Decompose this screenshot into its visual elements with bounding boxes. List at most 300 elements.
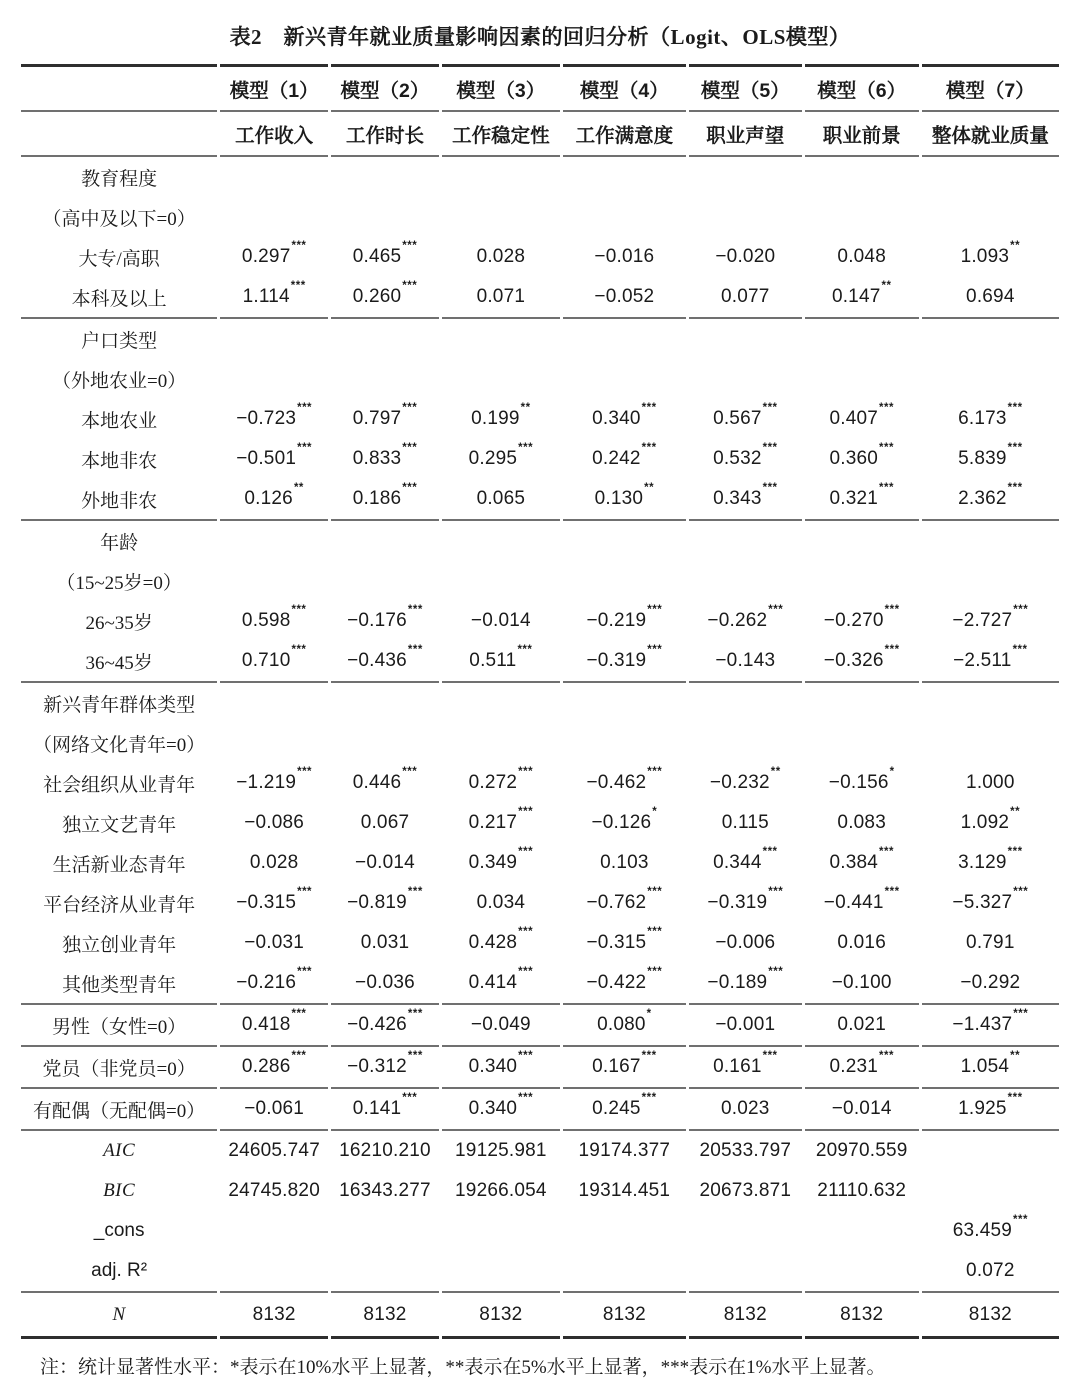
row-label: （15~25岁=0）: [56, 572, 182, 594]
significance-stars: ***: [518, 1049, 534, 1062]
significance-stars: ***: [1013, 1213, 1028, 1226]
coefficient-cell: [331, 319, 439, 359]
row-label: AIC: [103, 1140, 136, 1161]
coefficient-cell: −0.436***: [331, 641, 439, 683]
table-row: [21, 763, 1059, 803]
coefficient-cell: 0.833***: [352, 441, 418, 469]
coefficient-cell: [331, 157, 439, 197]
coefficient-cell: −0.020: [715, 246, 776, 267]
table-row: [21, 237, 1059, 277]
coefficient-cell: −0.036: [331, 963, 439, 1005]
coefficient-cell: 1.092**: [960, 805, 1021, 833]
coefficient-cell: 0.567***: [713, 401, 778, 429]
coefficient-cell: [922, 1131, 1059, 1171]
coefficient-cell: 8132: [331, 1293, 439, 1339]
coefficient-cell: [922, 723, 1059, 763]
significance-stars: *: [646, 1007, 652, 1020]
row-label: N: [21, 1293, 217, 1339]
row-label: 独立创业青年: [62, 934, 177, 956]
significance-stars: ***: [1007, 845, 1023, 858]
coefficient-cell: −0.270***: [823, 603, 900, 631]
coefficient-cell: [922, 197, 1059, 237]
coefficient-cell: [805, 197, 919, 237]
table-row: [21, 1047, 1059, 1089]
coefficient-cell: 0.242***: [592, 441, 657, 469]
significance-stars: ***: [1007, 1091, 1023, 1104]
coefficient-cell: 0.532***: [713, 441, 778, 469]
row-label: 生活新业态青年: [52, 854, 186, 876]
coefficient-cell: [220, 521, 328, 561]
table-row: [21, 683, 1059, 723]
coefficient-cell: −0.819***: [347, 885, 423, 913]
model-header: 模型（1）: [220, 64, 328, 112]
coefficient-cell: 0.321***: [805, 479, 919, 521]
coefficient-cell: 0.034: [476, 892, 526, 913]
coefficient-cell: −1.437***: [922, 1005, 1059, 1047]
coefficient-cell: 0.297***: [241, 239, 307, 267]
significance-stars: ***: [297, 401, 313, 414]
table-row: [21, 197, 1059, 237]
coefficient-cell: [922, 683, 1059, 723]
coefficient-cell: −0.126*: [591, 805, 658, 833]
coefficient-cell: [563, 157, 686, 197]
significance-stars: **: [644, 481, 655, 494]
significance-stars: *: [652, 805, 658, 818]
coefficient-cell: [805, 561, 919, 601]
measure-header: 职业前景: [805, 112, 919, 157]
table-row: [21, 319, 1059, 359]
coefficient-cell: 0.077: [689, 277, 802, 319]
row-label: 外地非农: [21, 479, 217, 521]
row-label: 其他类型青年: [21, 963, 217, 1005]
coefficient-cell: −0.014: [355, 852, 415, 873]
significance-stars: ***: [517, 643, 533, 656]
coefficient-cell: 0.511***: [442, 641, 560, 683]
coefficient-cell: 1.114***: [220, 277, 328, 319]
coefficient-cell: [442, 197, 560, 237]
coefficient-cell: −0.100: [805, 963, 919, 1005]
significance-stars: **: [881, 279, 892, 292]
coefficient-cell: 0.465***: [352, 239, 418, 267]
coefficient-cell: 0.023: [689, 1089, 802, 1131]
coefficient-cell: −0.312***: [331, 1047, 439, 1089]
significance-stars: ***: [518, 845, 534, 858]
significance-stars: ***: [762, 401, 778, 414]
coefficient-cell: 0.028: [476, 246, 526, 267]
table-row: [21, 1005, 1059, 1047]
significance-stars: **: [293, 481, 304, 494]
coefficient-cell: [442, 319, 560, 359]
table-row: [21, 561, 1059, 601]
coefficient-cell: 20673.871: [699, 1180, 792, 1201]
measure-header: 工作满意度: [563, 112, 686, 157]
significance-stars: ***: [884, 603, 900, 616]
coefficient-cell: 0.340***: [442, 1089, 560, 1131]
significance-stars: ***: [297, 965, 313, 978]
coefficient-cell: [442, 561, 560, 601]
row-label: 本科及以上: [21, 277, 217, 319]
coefficient-cell: 0.126**: [220, 479, 328, 521]
coefficient-cell: 0.344***: [713, 845, 778, 873]
coefficient-cell: 0.048: [837, 246, 886, 267]
coefficient-cell: −0.315***: [236, 885, 313, 913]
coefficient-cell: −0.049: [442, 1005, 560, 1047]
model-header: 模型（2）: [331, 64, 439, 112]
coefficient-cell: [220, 561, 328, 601]
significance-stars: ***: [647, 643, 663, 656]
significance-stars: **: [770, 765, 781, 778]
coefficient-cell: 0.360***: [829, 441, 894, 469]
coefficient-cell: [689, 683, 802, 723]
table-row: [21, 641, 1059, 683]
significance-stars: ***: [291, 1049, 307, 1062]
significance-stars: ***: [402, 441, 418, 454]
coefficient-cell: [805, 157, 919, 197]
coefficient-cell: 0.349***: [468, 845, 534, 873]
table-row: [21, 1089, 1059, 1131]
coefficient-cell: 8132: [563, 1293, 686, 1339]
model-header: 模型（3）: [442, 64, 560, 112]
coefficient-cell: 0.340***: [442, 1047, 560, 1089]
coefficient-cell: −0.156*: [828, 765, 895, 793]
coefficient-cell: [922, 359, 1059, 399]
significance-stars: ***: [1013, 603, 1029, 616]
significance-stars: ***: [647, 885, 663, 898]
coefficient-cell: [331, 1251, 439, 1293]
table-row: [21, 883, 1059, 923]
significance-stars: ***: [402, 1091, 418, 1104]
significance-stars: ***: [762, 481, 778, 494]
coefficient-cell: 5.839***: [958, 441, 1023, 469]
coefficient-cell: [442, 1251, 560, 1293]
coefficient-cell: −2.727***: [952, 603, 1029, 631]
table-row: [21, 479, 1059, 521]
table-header: [21, 64, 1059, 157]
table-row: [21, 803, 1059, 843]
coefficient-cell: [331, 561, 439, 601]
coefficient-cell: 0.245***: [563, 1089, 686, 1131]
coefficient-cell: [563, 683, 686, 723]
significance-stars: **: [1010, 805, 1021, 818]
significance-stars: ***: [407, 643, 423, 656]
coefficient-cell: [563, 1251, 686, 1293]
significance-stars: ***: [291, 643, 307, 656]
coefficient-cell: 0.797***: [352, 401, 418, 429]
coefficient-cell: 0.418***: [220, 1005, 328, 1047]
coefficient-cell: 8132: [220, 1293, 328, 1339]
coefficient-cell: −0.031: [244, 932, 305, 953]
measure-header: 工作稳定性: [442, 112, 560, 157]
significance-stars: ***: [291, 1007, 307, 1020]
table-body: [21, 157, 1059, 1339]
table-row: [21, 963, 1059, 1005]
coefficient-cell: 24605.747: [228, 1140, 320, 1161]
significance-stars: ***: [402, 401, 418, 414]
coefficient-cell: −0.001: [689, 1005, 802, 1047]
coefficient-cell: [331, 1211, 439, 1251]
coefficient-cell: 20533.797: [699, 1140, 792, 1161]
coefficient-cell: [805, 359, 919, 399]
significance-stars: ***: [762, 1049, 778, 1062]
table-row: [21, 1293, 1059, 1339]
coefficient-cell: −1.219***: [236, 765, 313, 793]
row-label: 26~35岁: [85, 612, 153, 634]
row-label: 独立文艺青年: [62, 814, 177, 836]
coefficient-cell: [220, 1251, 328, 1293]
coefficient-cell: 0.446***: [352, 765, 418, 793]
significance-stars: ***: [291, 603, 307, 616]
table-row: [21, 723, 1059, 763]
coefficient-cell: [220, 319, 328, 359]
table-row: [21, 601, 1059, 641]
coefficient-cell: 3.129***: [958, 845, 1023, 873]
coefficient-cell: [220, 197, 328, 237]
table-row: [21, 1211, 1059, 1251]
coefficient-cell: [563, 197, 686, 237]
coefficient-cell: [689, 723, 802, 763]
coefficient-cell: 0.428***: [468, 925, 534, 953]
significance-stars: ***: [647, 603, 663, 616]
significance-stars: ***: [1013, 1007, 1029, 1020]
table-title: 表2 新兴青年就业质量影响因素的回归分析（Logit、OLS模型）: [229, 25, 851, 49]
significance-stars: ***: [1007, 441, 1023, 454]
significance-stars: ***: [647, 925, 663, 938]
table-row: [21, 157, 1059, 197]
significance-stars: ***: [402, 481, 418, 494]
coefficient-cell: 8132: [805, 1293, 919, 1339]
coefficient-cell: 19266.054: [455, 1180, 547, 1201]
table-row: [21, 843, 1059, 883]
significance-stars: ***: [297, 885, 313, 898]
coefficient-cell: [689, 1251, 802, 1293]
coefficient-cell: 19125.981: [455, 1140, 547, 1161]
coefficient-cell: [442, 359, 560, 399]
significance-stars: ***: [641, 1091, 657, 1104]
coefficient-cell: [805, 683, 919, 723]
coefficient-cell: −0.319***: [563, 641, 686, 683]
row-label: BIC: [103, 1180, 136, 1201]
coefficient-cell: [805, 319, 919, 359]
coefficient-cell: −0.016: [594, 246, 655, 267]
coefficient-cell: 16210.210: [339, 1140, 431, 1161]
significance-stars: ***: [879, 441, 894, 454]
significance-stars: ***: [884, 643, 900, 656]
coefficient-cell: 0.710***: [220, 641, 328, 683]
coefficient-cell: [220, 723, 328, 763]
significance-stars: ***: [1007, 481, 1023, 494]
significance-stars: ***: [518, 441, 534, 454]
coefficient-cell: 19314.451: [578, 1180, 671, 1201]
coefficient-cell: [331, 683, 439, 723]
row-label: 大专/高职: [78, 248, 160, 270]
coefficient-cell: −0.441***: [823, 885, 900, 913]
row-label: 教育程度: [81, 168, 158, 190]
coefficient-cell: 1.000: [966, 772, 1015, 793]
coefficient-cell: −0.176***: [347, 603, 423, 631]
row-label: （网络文化青年=0）: [33, 734, 206, 756]
coefficient-cell: [805, 1211, 919, 1251]
coefficient-cell: 0.072: [922, 1251, 1059, 1293]
coefficient-cell: 0.286***: [220, 1047, 328, 1089]
row-label: 年龄: [100, 532, 139, 554]
significance-stars: ***: [879, 1049, 894, 1062]
table-row: [21, 923, 1059, 963]
row-label: （外地农业=0）: [52, 370, 187, 392]
significance-stars: ***: [879, 845, 894, 858]
coefficient-cell: [689, 319, 802, 359]
coefficient-cell: −0.315***: [586, 925, 663, 953]
coefficient-cell: [442, 683, 560, 723]
coefficient-cell: −0.501***: [236, 441, 313, 469]
significance-stars: ***: [641, 401, 657, 414]
row-label: 新兴青年群体类型: [43, 694, 196, 716]
coefficient-cell: −0.723***: [236, 401, 313, 429]
significance-stars: ***: [518, 965, 534, 978]
coefficient-cell: 2.362***: [922, 479, 1059, 521]
significance-stars: ***: [518, 1091, 534, 1104]
coefficient-cell: 0.343***: [689, 479, 802, 521]
coefficient-cell: 0.694: [922, 277, 1059, 319]
coefficient-cell: 0.021: [805, 1005, 919, 1047]
table-row: [21, 1251, 1059, 1293]
table-row: [21, 439, 1059, 479]
significance-stars: ***: [402, 765, 418, 778]
significance-stars: ***: [647, 965, 663, 978]
row-label: 36~45岁: [21, 641, 217, 683]
coefficient-cell: −0.262***: [707, 603, 784, 631]
significance-stars: ***: [762, 441, 778, 454]
coefficient-cell: 0.384***: [829, 845, 894, 873]
coefficient-cell: 0.186***: [331, 479, 439, 521]
row-label: 男性（女性=0）: [21, 1005, 217, 1047]
coefficient-cell: [689, 521, 802, 561]
coefficient-cell: [331, 521, 439, 561]
significance-stars: ***: [291, 239, 307, 252]
significance-stars: ***: [297, 441, 313, 454]
coefficient-cell: [220, 1211, 328, 1251]
coefficient-cell: [805, 723, 919, 763]
measure-header: 工作收入: [220, 112, 328, 157]
coefficient-cell: −0.292: [922, 963, 1059, 1005]
coefficient-cell: [922, 1171, 1059, 1211]
coefficient-cell: [689, 157, 802, 197]
coefficient-cell: −0.232**: [709, 765, 781, 793]
coefficient-cell: −0.462***: [586, 765, 663, 793]
model-header: 模型（5）: [689, 64, 802, 112]
coefficient-cell: −0.762***: [586, 885, 663, 913]
significance-stars: **: [520, 401, 531, 414]
measure-header: [21, 112, 217, 157]
measure-header: 职业声望: [689, 112, 802, 157]
coefficient-cell: 0.115: [721, 812, 769, 833]
coefficient-cell: [563, 319, 686, 359]
table-row: [21, 277, 1059, 319]
coefficient-cell: [563, 1211, 686, 1251]
significance-stars: ***: [1012, 643, 1028, 656]
coefficient-cell: −0.422***: [563, 963, 686, 1005]
coefficient-cell: 0.016: [837, 932, 886, 953]
coefficient-cell: −0.061: [220, 1089, 328, 1131]
significance-stars: ***: [768, 603, 784, 616]
coefficient-cell: 0.031: [360, 932, 410, 953]
coefficient-cell: [563, 723, 686, 763]
significance-stars: ***: [402, 279, 418, 292]
table-row: [21, 1131, 1059, 1171]
coefficient-cell: [563, 561, 686, 601]
significance-stars: *: [889, 765, 895, 778]
significance-note: 注：统计显著性水平：*表示在10%水平上显著，**表示在5%水平上显著，***表示在1%水平上显著。: [40, 1357, 886, 1378]
coefficient-cell: 1.093**: [960, 239, 1021, 267]
significance-stars: ***: [407, 885, 423, 898]
model-header: 模型（7）: [922, 64, 1059, 112]
coefficient-cell: [442, 723, 560, 763]
coefficient-cell: [442, 157, 560, 197]
significance-stars: ***: [884, 885, 900, 898]
coefficient-cell: [805, 1251, 919, 1293]
model-header-row: [21, 64, 1059, 112]
coefficient-cell: 0.295***: [468, 441, 534, 469]
significance-stars: ***: [297, 765, 313, 778]
coefficient-cell: 0.598***: [241, 603, 307, 631]
model-header: 模型（4）: [563, 64, 686, 112]
coefficient-cell: [220, 683, 328, 723]
coefficient-cell: 0.071: [442, 277, 560, 319]
significance-stars: ***: [407, 603, 423, 616]
coefficient-cell: 0.791: [966, 932, 1015, 953]
row-label: 本地非农: [81, 450, 158, 472]
significance-stars: ***: [407, 1049, 423, 1062]
row-label: 社会组织从业青年: [43, 774, 196, 796]
regression-table: [18, 64, 1062, 1339]
coefficient-cell: −2.511***: [922, 641, 1059, 683]
coefficient-cell: −0.014: [470, 610, 531, 631]
significance-stars: ***: [768, 885, 784, 898]
significance-stars: ***: [641, 1049, 657, 1062]
coefficient-cell: [922, 157, 1059, 197]
coefficient-cell: 0.340***: [592, 401, 657, 429]
coefficient-cell: 20970.559: [815, 1140, 908, 1161]
coefficient-cell: [563, 521, 686, 561]
coefficient-cell: [922, 561, 1059, 601]
significance-stars: ***: [1013, 885, 1029, 898]
significance-stars: ***: [402, 239, 418, 252]
significance-stars: ***: [1007, 401, 1023, 414]
coefficient-cell: [689, 1211, 802, 1251]
significance-stars: ***: [518, 925, 534, 938]
coefficient-cell: −0.189***: [689, 963, 802, 1005]
coefficient-cell: −0.326***: [805, 641, 919, 683]
coefficient-cell: 0.199**: [471, 401, 531, 429]
coefficient-cell: [563, 359, 686, 399]
coefficient-cell: [689, 359, 802, 399]
row-label: 户口类型: [81, 330, 158, 352]
coefficient-cell: [689, 197, 802, 237]
model-header: [21, 64, 217, 112]
coefficient-cell: −0.052: [563, 277, 686, 319]
coefficient-cell: 21110.632: [817, 1180, 907, 1201]
coefficient-cell: 0.141***: [331, 1089, 439, 1131]
coefficient-cell: 63.459***: [952, 1213, 1028, 1241]
coefficient-cell: [331, 359, 439, 399]
row-label: 平台经济从业青年: [43, 894, 196, 916]
coefficient-cell: 0.414***: [442, 963, 560, 1005]
coefficient-cell: −0.319***: [707, 885, 784, 913]
coefficient-cell: −0.006: [715, 932, 776, 953]
significance-stars: ***: [518, 805, 534, 818]
coefficient-cell: 8132: [922, 1293, 1059, 1339]
significance-stars: ***: [641, 441, 657, 454]
table-row: [21, 399, 1059, 439]
